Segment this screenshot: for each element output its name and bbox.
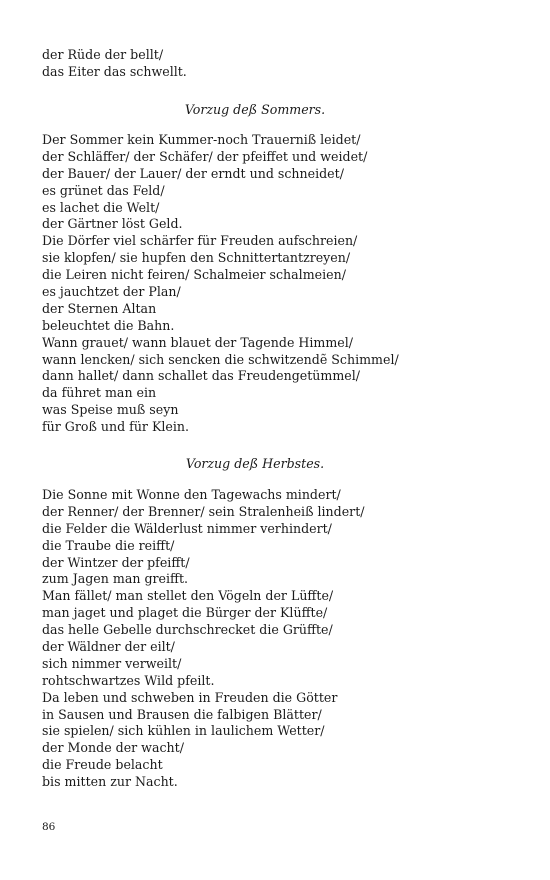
- verse-line: beleuchtet die Bahn.: [42, 317, 175, 333]
- verse-line: Der Sommer kein Kummer-noch Trauerniß leidet/: [42, 132, 361, 147]
- verse-line: der Renner/ der Brenner/ sein Stralenheiß lindert/: [42, 503, 365, 519]
- verse-line: die Freude belacht: [42, 757, 163, 773]
- verse-line: der Wintzer der pfeifft/: [42, 554, 190, 570]
- verse-line: wann lencken/ sich sencken die schwitzendẽ Schimmel/: [42, 351, 399, 367]
- verse-line: der Gärtner löst Geld.: [42, 216, 183, 232]
- section-heading-autumn: Vorzug deß Herbstes.: [185, 456, 325, 471]
- verse-line: es grünet das Feld/: [42, 182, 165, 198]
- verse-line: Man fället/ man stellet den Vögeln der Lüffte/: [42, 588, 334, 604]
- verse-stanza-autumn: [42, 487, 512, 791]
- verse-line: die Felder die Wälderlust nimmer verhindert/: [42, 520, 332, 536]
- verse-line: der Schläffer/ der Schäfer/ der pfeiffet und weidet/: [42, 148, 368, 164]
- verse-line: für Groß und für Klein.: [42, 419, 189, 435]
- verse-line: der Rüde der bellt/: [42, 47, 164, 62]
- verse-line: die Leiren nicht feiren/ Schalmeier schalmeien/: [42, 267, 346, 283]
- section-heading-summer: Vorzug deß Sommers.: [184, 102, 326, 117]
- verse-line: Da leben und schweben in Freuden die Götter: [42, 689, 338, 705]
- verse-line: es jauchtzet der Plan/: [42, 284, 181, 300]
- verse-line: zum Jagen man greifft.: [42, 571, 189, 587]
- verse-line: der Monde der wacht/: [42, 740, 184, 756]
- verse-line: bis mitten zur Nacht.: [42, 774, 178, 790]
- verse-fragment-top: [42, 47, 512, 81]
- verse-line: Die Sonne mit Wonne den Tagewachs mindert/: [42, 487, 341, 502]
- verse-line: in Sausen und Brausen die falbigen Blätter/: [42, 706, 322, 722]
- verse-line: man jaget und plaget die Bürger der Klüffte/: [42, 605, 328, 621]
- verse-line: rohtschwartzes Wild pfeilt.: [42, 672, 215, 688]
- verse-line: das Eiter das schwellt.: [42, 63, 187, 79]
- verse-line: es lachet die Welt/: [42, 199, 160, 215]
- verse-line: der Bauer/ der Lauer/ der erndt und schneidet/: [42, 165, 344, 181]
- verse-line: Die Dörfer viel schärfer für Freuden aufschreien/: [42, 233, 358, 249]
- verse-stanza-summer: [42, 132, 512, 436]
- verse-line: die Traube die reifft/: [42, 537, 175, 553]
- verse-line: sie klopfen/ sie hupfen den Schnittertantzreyen/: [42, 250, 351, 266]
- verse-line: was Speise muß seyn: [42, 402, 179, 418]
- verse-line: der Sternen Altan: [42, 300, 157, 316]
- verse-line: sie spielen/ sich kühlen in laulichem Wetter/: [42, 723, 325, 739]
- verse-line: Wann grauet/ wann blauet der Tagende Himmel/: [42, 334, 354, 350]
- verse-line: das helle Gebelle durchschrecket die Grüffte/: [42, 622, 333, 638]
- verse-line: der Wäldner der eilt/: [42, 639, 175, 655]
- verse-line: da führet man ein: [42, 385, 157, 401]
- verse-line: sich nimmer verweilt/: [42, 655, 182, 671]
- page-number: 86: [42, 821, 56, 833]
- verse-line: dann hallet/ dann schallet das Freudengetümmel/: [42, 368, 361, 384]
